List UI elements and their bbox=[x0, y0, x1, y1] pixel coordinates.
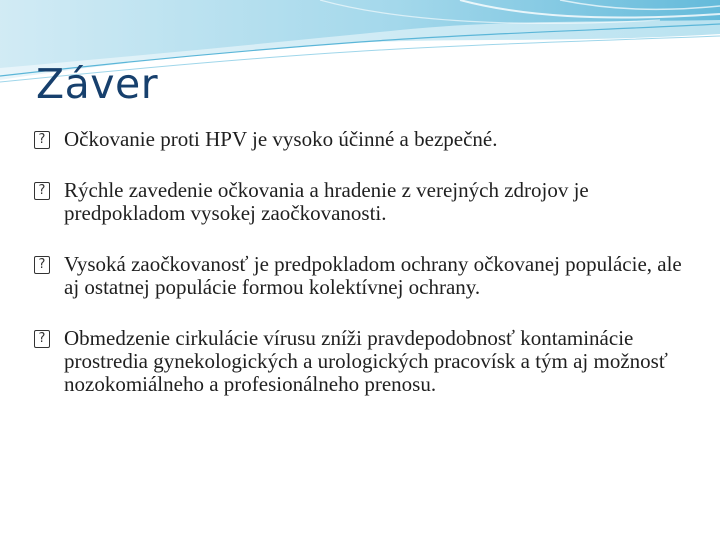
bullet-item bbox=[34, 179, 694, 225]
bullet-marker-icon: ? bbox=[34, 256, 50, 274]
bullet-item bbox=[34, 253, 694, 299]
bullet-marker-icon: ? bbox=[34, 182, 50, 200]
bullet-text: Rýchle zavedenie očkovania a hradenie z verejných zdrojov je predpokladom vysokej zaočkovanosti. bbox=[64, 178, 589, 225]
bullet-item bbox=[34, 327, 694, 396]
bullet-text: Vysoká zaočkovanosť je predpokladom ochrany očkovanej populácie, ale aj ostatnej populácie formou kolektívnej ochrany. bbox=[64, 252, 682, 299]
bullet-text: Obmedzenie cirkulácie vírusu zníži pravdepodobnosť kontaminácie prostredia gynekologických a urologických pracovísk a tým aj možnosť nozokomiálneho a profesionálneho prenosu. bbox=[64, 326, 668, 396]
bullet-item bbox=[34, 128, 694, 151]
bullet-text: Očkovanie proti HPV je vysoko účinné a bezpečné. bbox=[64, 127, 498, 151]
bullet-marker-icon: ? bbox=[34, 330, 50, 348]
slide-title: Záver bbox=[36, 60, 159, 108]
bullet-list bbox=[34, 128, 694, 396]
bullet-marker-icon: ? bbox=[34, 131, 50, 149]
